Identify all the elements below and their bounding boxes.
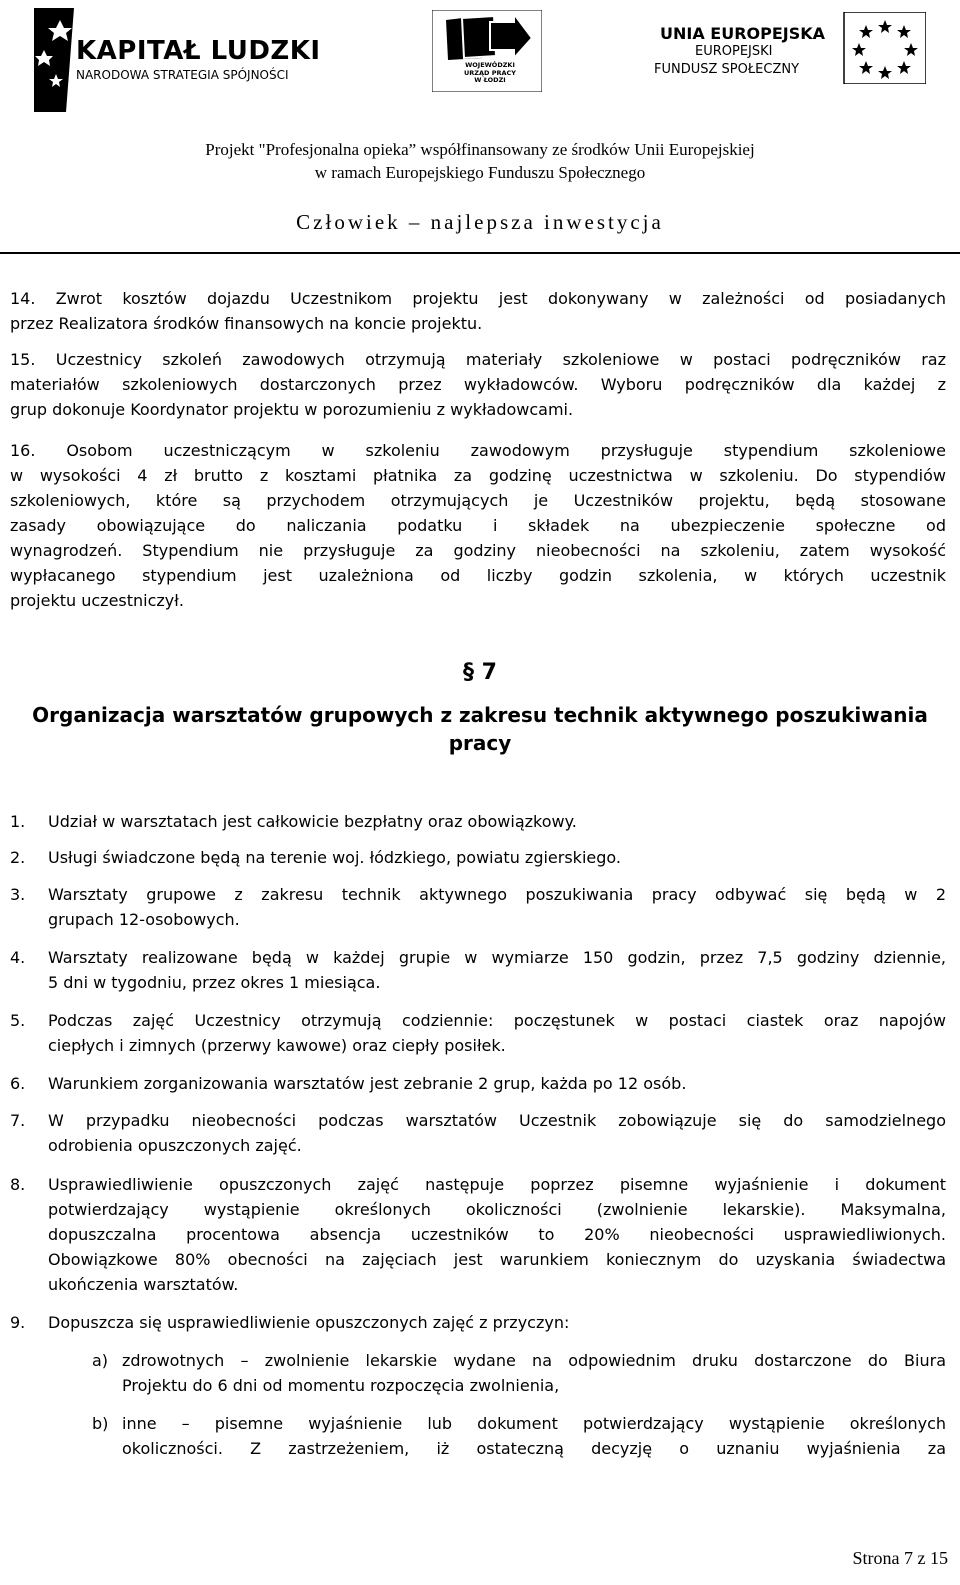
item-line: zdrowotnych – zwolnienie lekarskie wydane na odpowiednim druku dostarczone do Biura <box>122 1351 946 1370</box>
wup-text-line: URZĄD PRACY <box>464 68 516 77</box>
item-line: wypłacanego stypendium jest uzależniona od liczby godzin szkolenia, w których uczestnik <box>10 566 946 585</box>
item-line: Warsztaty realizowane będą w każdej grupie w wymiarze 150 godzin, przez 7,5 godziny dziennie, <box>48 948 946 967</box>
item-line: odrobienia opuszczonych zajęć. <box>48 1136 302 1155</box>
item-number: 3. <box>10 885 26 904</box>
item-text <box>48 845 946 870</box>
item-line <box>10 347 946 372</box>
section-sign: § 7 <box>463 660 497 685</box>
item-line: szkoleniowych, które są przychodem otrzymujących je Uczestników projektu, będą stosowane <box>10 491 946 510</box>
kl-logo-subtitle: NARODOWA STRATEGIA SPÓJNOŚCI <box>76 68 289 82</box>
item-text: Zwrot kosztów dojazdu Uczestnikom projektu jest dokonywany w zależności od posiadanych <box>55 289 946 308</box>
item-line <box>10 438 946 463</box>
item-number: 8. <box>10 1175 26 1194</box>
item-line: okoliczności. Z zastrzeżeniem, iż ostateczną decyzję o uznaniu wyjaśnienia za <box>122 1439 946 1458</box>
motto: Człowiek – najlepsza inwestycja <box>296 210 664 234</box>
item-line: Obowiązkowe 80% obecności na zajęciach jest warunkiem koniecznym do uzyskania świadectwa <box>48 1250 946 1269</box>
item-line: Projektu do 6 dni od momentu rozpoczęcia zwolnienia, <box>122 1376 560 1395</box>
item-text <box>48 1310 946 1335</box>
wup-text-line: WOJEWÓDZKI <box>465 61 515 69</box>
sub-item-letter: a) <box>92 1351 109 1370</box>
item-line: inne – pisemne wyjaśnienie lub dokument potwierdzający wystąpienie określonych <box>122 1414 946 1433</box>
item-line: przez Realizatora środków finansowych na koncie projektu. <box>10 314 483 333</box>
item-number: 15. <box>10 350 36 369</box>
item-text <box>48 1108 946 1158</box>
item-text <box>48 882 946 932</box>
page-number: Strona 7 z 15 <box>852 1548 948 1568</box>
item-number: 14. <box>10 289 36 308</box>
item-line: projektu uczestniczył. <box>10 591 184 610</box>
item-line: Usprawiedliwienie opuszczonych zajęć następuje poprzez pisemne wyjaśnienie i dokument <box>48 1175 946 1194</box>
item-number: 4. <box>10 948 26 967</box>
item-text <box>48 1071 946 1096</box>
sub-item-text <box>122 1411 946 1461</box>
item-text <box>48 945 946 995</box>
list-item <box>10 286 946 336</box>
item-number: 9. <box>10 1313 26 1332</box>
section-title-line2: pracy <box>448 731 512 755</box>
item-line: W przypadku nieobecności podczas warsztatów Uczestnik zobowiązuje się do samodzielnego <box>48 1111 946 1130</box>
item-line: Warsztaty grupowe z zakresu technik aktywnego poszukiwania pracy odbywać się będą w 2 <box>48 885 946 904</box>
item-number: 7. <box>10 1111 26 1130</box>
wup-text-line: W ŁODZI <box>474 76 506 84</box>
item-line: dopuszczalna procentowa absencja uczestników to 20% nieobecności usprawiedliwionych. <box>48 1225 946 1244</box>
item-text: Uczestnicy szkoleń zawodowych otrzymują materiały szkoleniowe w postaci podręczników raz <box>55 350 947 369</box>
sub-item-letter: b) <box>92 1414 109 1433</box>
item-line: materiałów szkoleniowych dostarczonych przez wykładowców. Wyboru podręczników dla każdej z <box>10 375 946 394</box>
item-line: w wysokości 4 zł brutto z kosztami płatnika za godzinę uczestnictwa w szkoleniu. Do stypendiów <box>10 466 946 485</box>
header-divider <box>0 252 960 254</box>
eu-logo-line1: UNIA EUROPEJSKA <box>660 24 826 43</box>
item-line: Warunkiem zorganizowania warsztatów jest zebranie 2 grup, każda po 12 osób. <box>48 1074 687 1093</box>
item-text <box>48 809 946 834</box>
item-line: ciepłych i zimnych (przerwy kawowe) oraz ciepły posiłek. <box>48 1036 506 1055</box>
project-line-2: w ramach Europejskiego Funduszu Społecznego <box>314 163 646 182</box>
sub-item-text <box>122 1348 946 1398</box>
item-line: grupach 12-osobowych. <box>48 910 240 929</box>
item-line: Usługi świadczone będą na terenie woj. łódzkiego, powiatu zgierskiego. <box>48 848 621 867</box>
section-title-line1: Organizacja warsztatów grupowych z zakresu technik aktywnego poszukiwania <box>32 703 928 727</box>
item-text: Osobom uczestniczącym w szkoleniu zawodowym przysługuje stypendium szkoleniowe <box>66 441 946 460</box>
list-item <box>10 438 946 613</box>
item-line: Udział w warsztatach jest całkowicie bezpłatny oraz obowiązkowy. <box>48 812 577 831</box>
project-line-1: Projekt "Profesjonalna opieka” współfinansowany ze środków Unii Europejskiej <box>205 140 755 159</box>
eu-logo-line2: EUROPEJSKI <box>695 44 773 59</box>
item-line: ukończenia warsztatów. <box>48 1275 239 1294</box>
kl-logo-title: KAPITAŁ LUDZKI <box>76 36 321 66</box>
list-item <box>10 347 946 422</box>
item-line: grup dokonuje Koordynator projektu w porozumieniu z wykładowcami. <box>10 400 574 419</box>
item-line: wynagrodzeń. Stypendium nie przysługuje za godziny nieobecności na szkoleniu, zatem wysokość <box>10 541 946 560</box>
item-number: 16. <box>10 441 36 460</box>
eu-logo-line3: FUNDUSZ SPOŁECZNY <box>654 62 800 77</box>
item-text <box>48 1172 946 1297</box>
item-line: zasady obowiązujące do naliczania podatku i składek na ubezpieczenie społeczne od <box>10 516 946 535</box>
item-number: 1. <box>10 812 26 831</box>
item-number: 5. <box>10 1011 26 1030</box>
item-line: Dopuszcza się usprawiedliwienie opuszczonych zajęć z przyczyn: <box>48 1313 570 1332</box>
item-line: 5 dni w tygodniu, przez okres 1 miesiąca. <box>48 973 381 992</box>
item-number: 6. <box>10 1074 26 1093</box>
item-number: 2. <box>10 848 26 867</box>
item-line: Podczas zajęć Uczestnicy otrzymują codziennie: poczęstunek w postaci ciastek oraz napojów <box>48 1011 946 1030</box>
item-text <box>48 1008 946 1058</box>
item-line: potwierdzający wystąpienie określonych okoliczności (zwolnienie lekarskie). Maksymalna, <box>48 1200 946 1219</box>
wup-logo-text <box>454 62 526 85</box>
item-line <box>10 286 946 311</box>
